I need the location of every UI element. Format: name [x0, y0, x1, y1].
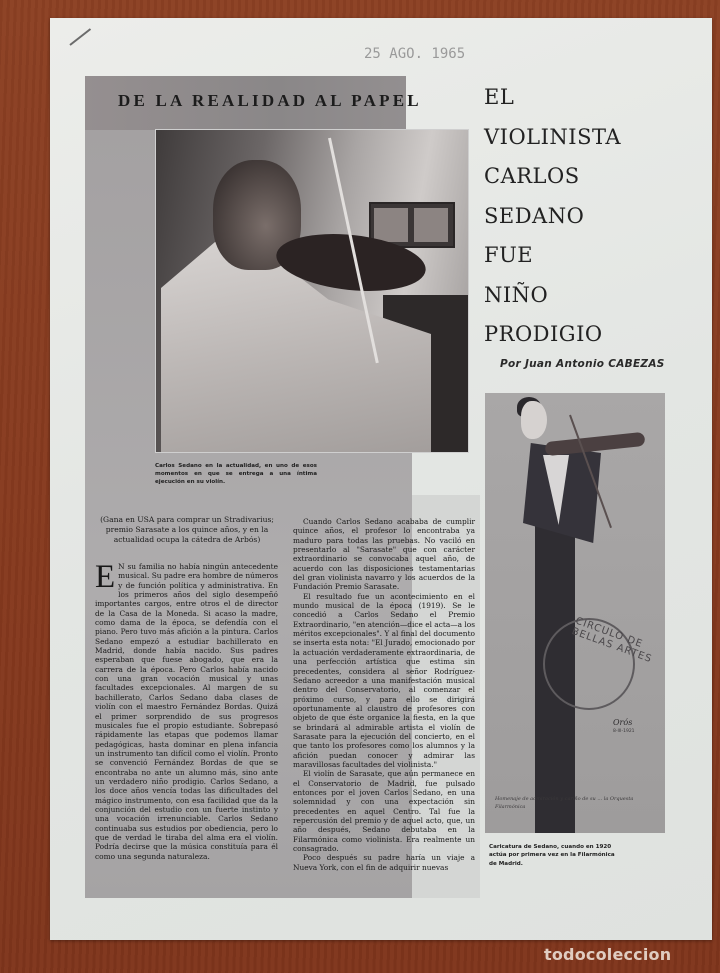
- paragraph: Poco después su padre haría un viaje a Nueva York, con el fin de adquirir nuevas: [293, 853, 475, 872]
- date-stamp: 25 AGO. 1965: [364, 46, 466, 62]
- signature-date: 8-III-1921: [613, 729, 635, 734]
- headline-line: SEDANO: [484, 203, 585, 228]
- subheading: (Gana en USA para comprar un Stradivarius; premio Sarasate a los quince años, y en la actualidad ocupa la cátedra de Arbós): [100, 515, 274, 544]
- headline: [484, 78, 621, 355]
- photo-caption: Carlos Sedano en la actualidad, en uno de esos momentos en que se entrega a una íntima ejecución en su violín.: [155, 463, 317, 486]
- byline: Por Juan Antonio CABEZAS: [500, 358, 665, 370]
- violinist-photo: [155, 129, 469, 453]
- handwritten-dedication: Homenaje de admiración y cariño de su ... la Orquesta Filarmónica: [495, 796, 634, 810]
- kicker: DE LA REALIDAD AL PAPEL: [118, 91, 422, 110]
- watermark: todocoleccion: [544, 945, 672, 964]
- paragraph: El resultado fue un acontecimiento en el mundo musical de la época (1919). Se le concedió a Carlos Sedano el Premio Extraordinario, "en atención—dice el acta—a los méritos excepcionales". Y al final del documento se inserta esta nota: "El Jurado, emocionado por la actuación verdaderamente extraordinaria, de una perfección artística que estima sin precedentes, considera al señor Rodríguez-Sedano acreedor a una manifestación musical dentro del Conservatorio, al comenzar el próximo curso, y para ello se dirigirá oportunamente al claustro de profesores con objeto de que éste organice la fiesta, en la que se brindará al admirable artista el violín de Sarasate para la ejecución del concierto, en el que tanto los profesores como los alumnos y la afición puedan conocer y admirar las maravillosas facultades del violinista.": [293, 591, 475, 769]
- paragraph: El violín de Sarasate, que aún permanece en el Conservatorio de Madrid, fue pulsado entonces por el joven Carlos Sedano, en una solemnidad y con una expectación sin precedentes en aquel Centro. Tal fue la repercusión del premio y de aquel acto, que, un año después, Sedano debutaba en la Filarmónica como violinista. Era realmente un consagrado.: [293, 769, 475, 854]
- headline-line: EL: [484, 85, 515, 109]
- headline-line: FUE: [484, 243, 534, 267]
- caricature-caption: Caricatura de Sedano, cuando en 1920 actúa por primera vez en la Filarmónica de Madrid.: [489, 844, 615, 867]
- headline-line: VIOLINISTA: [484, 124, 621, 149]
- article-column-2: [293, 517, 475, 872]
- seal-text: CIRCULO DE BELLAS ARTES: [570, 615, 654, 666]
- caricature-illustration: [485, 393, 665, 833]
- paragraph: Cuando Carlos Sedano acababa de cumplir quince años, el profesor lo encontraba ya maduro para todas las pruebas. No vaciló en presentarlo al "Sarasate" que con carácter extraordinario se convocaba aquel año, de acuerdo con las disposiciones testamentarias del gran violinista navarro y los acuerdos de la Fundación Premio Sarasate.: [293, 517, 475, 592]
- headline-line: PRODIGIO: [484, 322, 603, 346]
- headline-line: NIÑO: [484, 282, 549, 307]
- article-column-1: [95, 559, 278, 861]
- artist-signature: Orós: [613, 718, 633, 727]
- dropcap: E: [95, 559, 116, 595]
- paragraph: N su familia no había ningún antecedente musical. Su padre era hombre de números y de función política y administrativa. En los primeros años del siglo desempeñó importantes cargos, entre otros el de director de la Casa de la Moneda. Si acaso la madre, como dama de la época, se defendía con el piano. Pero tuvo más afición a la pintura. Carlos Sedano empezó a estudiar bachillerato en Madrid, donde había nacido. Sus padres esperaban que fuese abogado, que era la carrera de la época. Pero Carlos había nacido con una gran vocación musical y unas facultades excepcionales. Al margen de su bachillerato, Carlos Sedano daba clases de violín con el maestro Fernández Bordas. Quizá el primer sorprendido de sus progresos musicales fue el propio estudiante. Sobrepasó rápidamente las etapas que podemos llamar pedagógicas, hasta dominar en plena infancia un instrumento tan difícil como el violín. Pronto se convenció Fernández Bordas de que se encontraba no ante un alumno más, sino ante un verdadero niño prodigio. Carlos Sedano, a los doce años vencía todas las dificultades del mágico instrumento, con esa facilidad que da la conjunción del estudio con un fuerte instinto y una vocación irrenunciable. Carlos Sedano continuaba sus estudios por obediencia, pero lo que de verdad le tiraba del alma era el violín. Podría decirse que la música constituía para él como una segunda naturaleza.: [95, 562, 278, 861]
- headline-line: CARLOS: [484, 164, 580, 188]
